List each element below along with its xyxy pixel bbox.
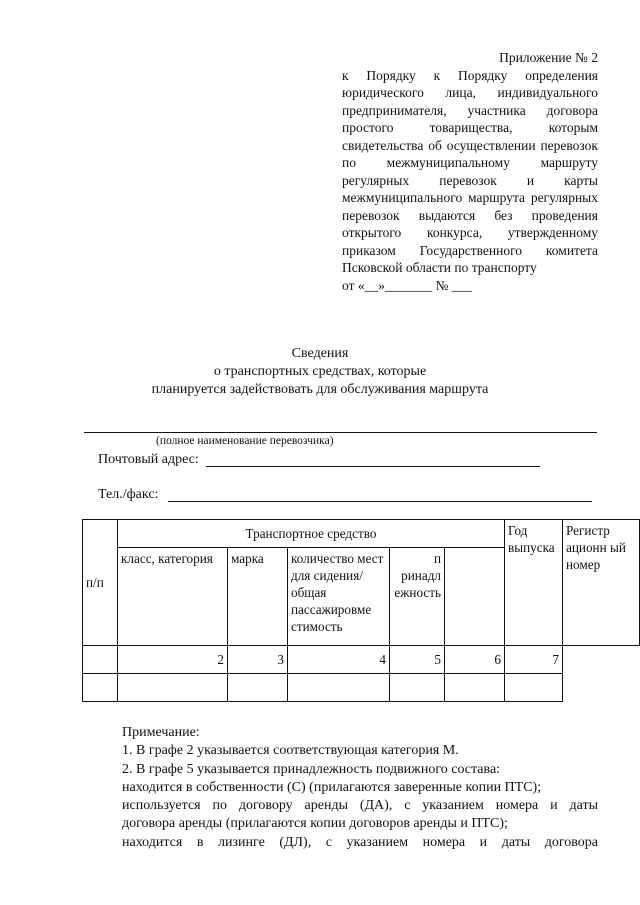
table-row (83, 674, 640, 702)
note-line: находится в собственности (С) (прилагаются заверенные копии ПТС); (122, 779, 542, 795)
column-number: 5 (390, 646, 445, 674)
col-header-owner: п ринадл ежность (390, 548, 445, 646)
col-header-vehicle: Транспортное средство (118, 520, 505, 548)
notes-title: Примечание: (122, 725, 200, 740)
table-cell (83, 646, 118, 674)
table-cell (83, 674, 118, 702)
column-number: 7 (505, 646, 563, 674)
carrier-name-caption: (полное наименование перевозчика) (156, 435, 334, 447)
carrier-name-line (84, 432, 597, 433)
col-header-brand: марка (228, 548, 288, 646)
notes-block (122, 724, 598, 852)
appendix-block (342, 49, 598, 294)
col-header-seats: количество мест для сидения/общая пассажировме стимость (288, 548, 390, 646)
col-header-num: п/п (83, 520, 118, 646)
table-cell (288, 674, 390, 702)
note-line: используется по договору аренды (ДА), с указанием номера и даты (122, 798, 598, 814)
table-cell (118, 674, 228, 702)
heading-line-3: планируется задействовать для обслуживания маршрута (151, 382, 489, 397)
note-line: 2. В графе 5 указывается принадлежность подвижного состава: (122, 761, 501, 777)
col-header-year: Год выпуска (505, 520, 563, 646)
address-line (206, 466, 540, 467)
address-label: Почтовый адрес: (98, 452, 199, 467)
column-number: 6 (445, 646, 505, 674)
phone-label: Тел./факс: (98, 487, 159, 502)
table-cell (390, 674, 445, 702)
vehicles-table (82, 519, 640, 702)
table-cell (228, 674, 288, 702)
appendix-title: Приложение № 2 (499, 50, 598, 65)
col-header-class: класс, категория (118, 548, 228, 646)
document-heading (0, 345, 640, 399)
column-number: 3 (228, 646, 288, 674)
table-row (83, 646, 640, 674)
col-header-reg: Регистр ационн ый номер (563, 520, 640, 646)
column-number: 2 (118, 646, 228, 674)
table-cell (445, 674, 505, 702)
phone-line (168, 501, 592, 502)
column-number: 4 (288, 646, 390, 674)
table-header-row (83, 520, 640, 548)
order-date-line: от «__»_______ № ___ (342, 277, 472, 293)
appendix-text: к Порядку к Порядку определения юридического лица, индивидуального предпринимателя, участника договора простого товарищества, которым свидетельства об осуществлении перевозок по межмуниципальному маршруту регулярных перевозок и карты межмуниципального маршрута регулярных перевозок выдаются без проведения открытого конкурса, утвержденному приказом Государственного комитета Псковской области по транспорту (342, 67, 598, 275)
heading-line-1: Сведения (291, 346, 349, 361)
note-line: 1. В графе 2 указывается соответствующая категория М. (122, 743, 459, 759)
heading-line-2: о транспортных средствах, которые (213, 364, 427, 379)
note-line: договора аренды (прилагаются копии договоров аренды и ПТС); (122, 816, 508, 832)
note-line: находится в лизинге (ДЛ), с указанием номера и даты договора (122, 834, 598, 850)
table-cell (505, 674, 563, 702)
